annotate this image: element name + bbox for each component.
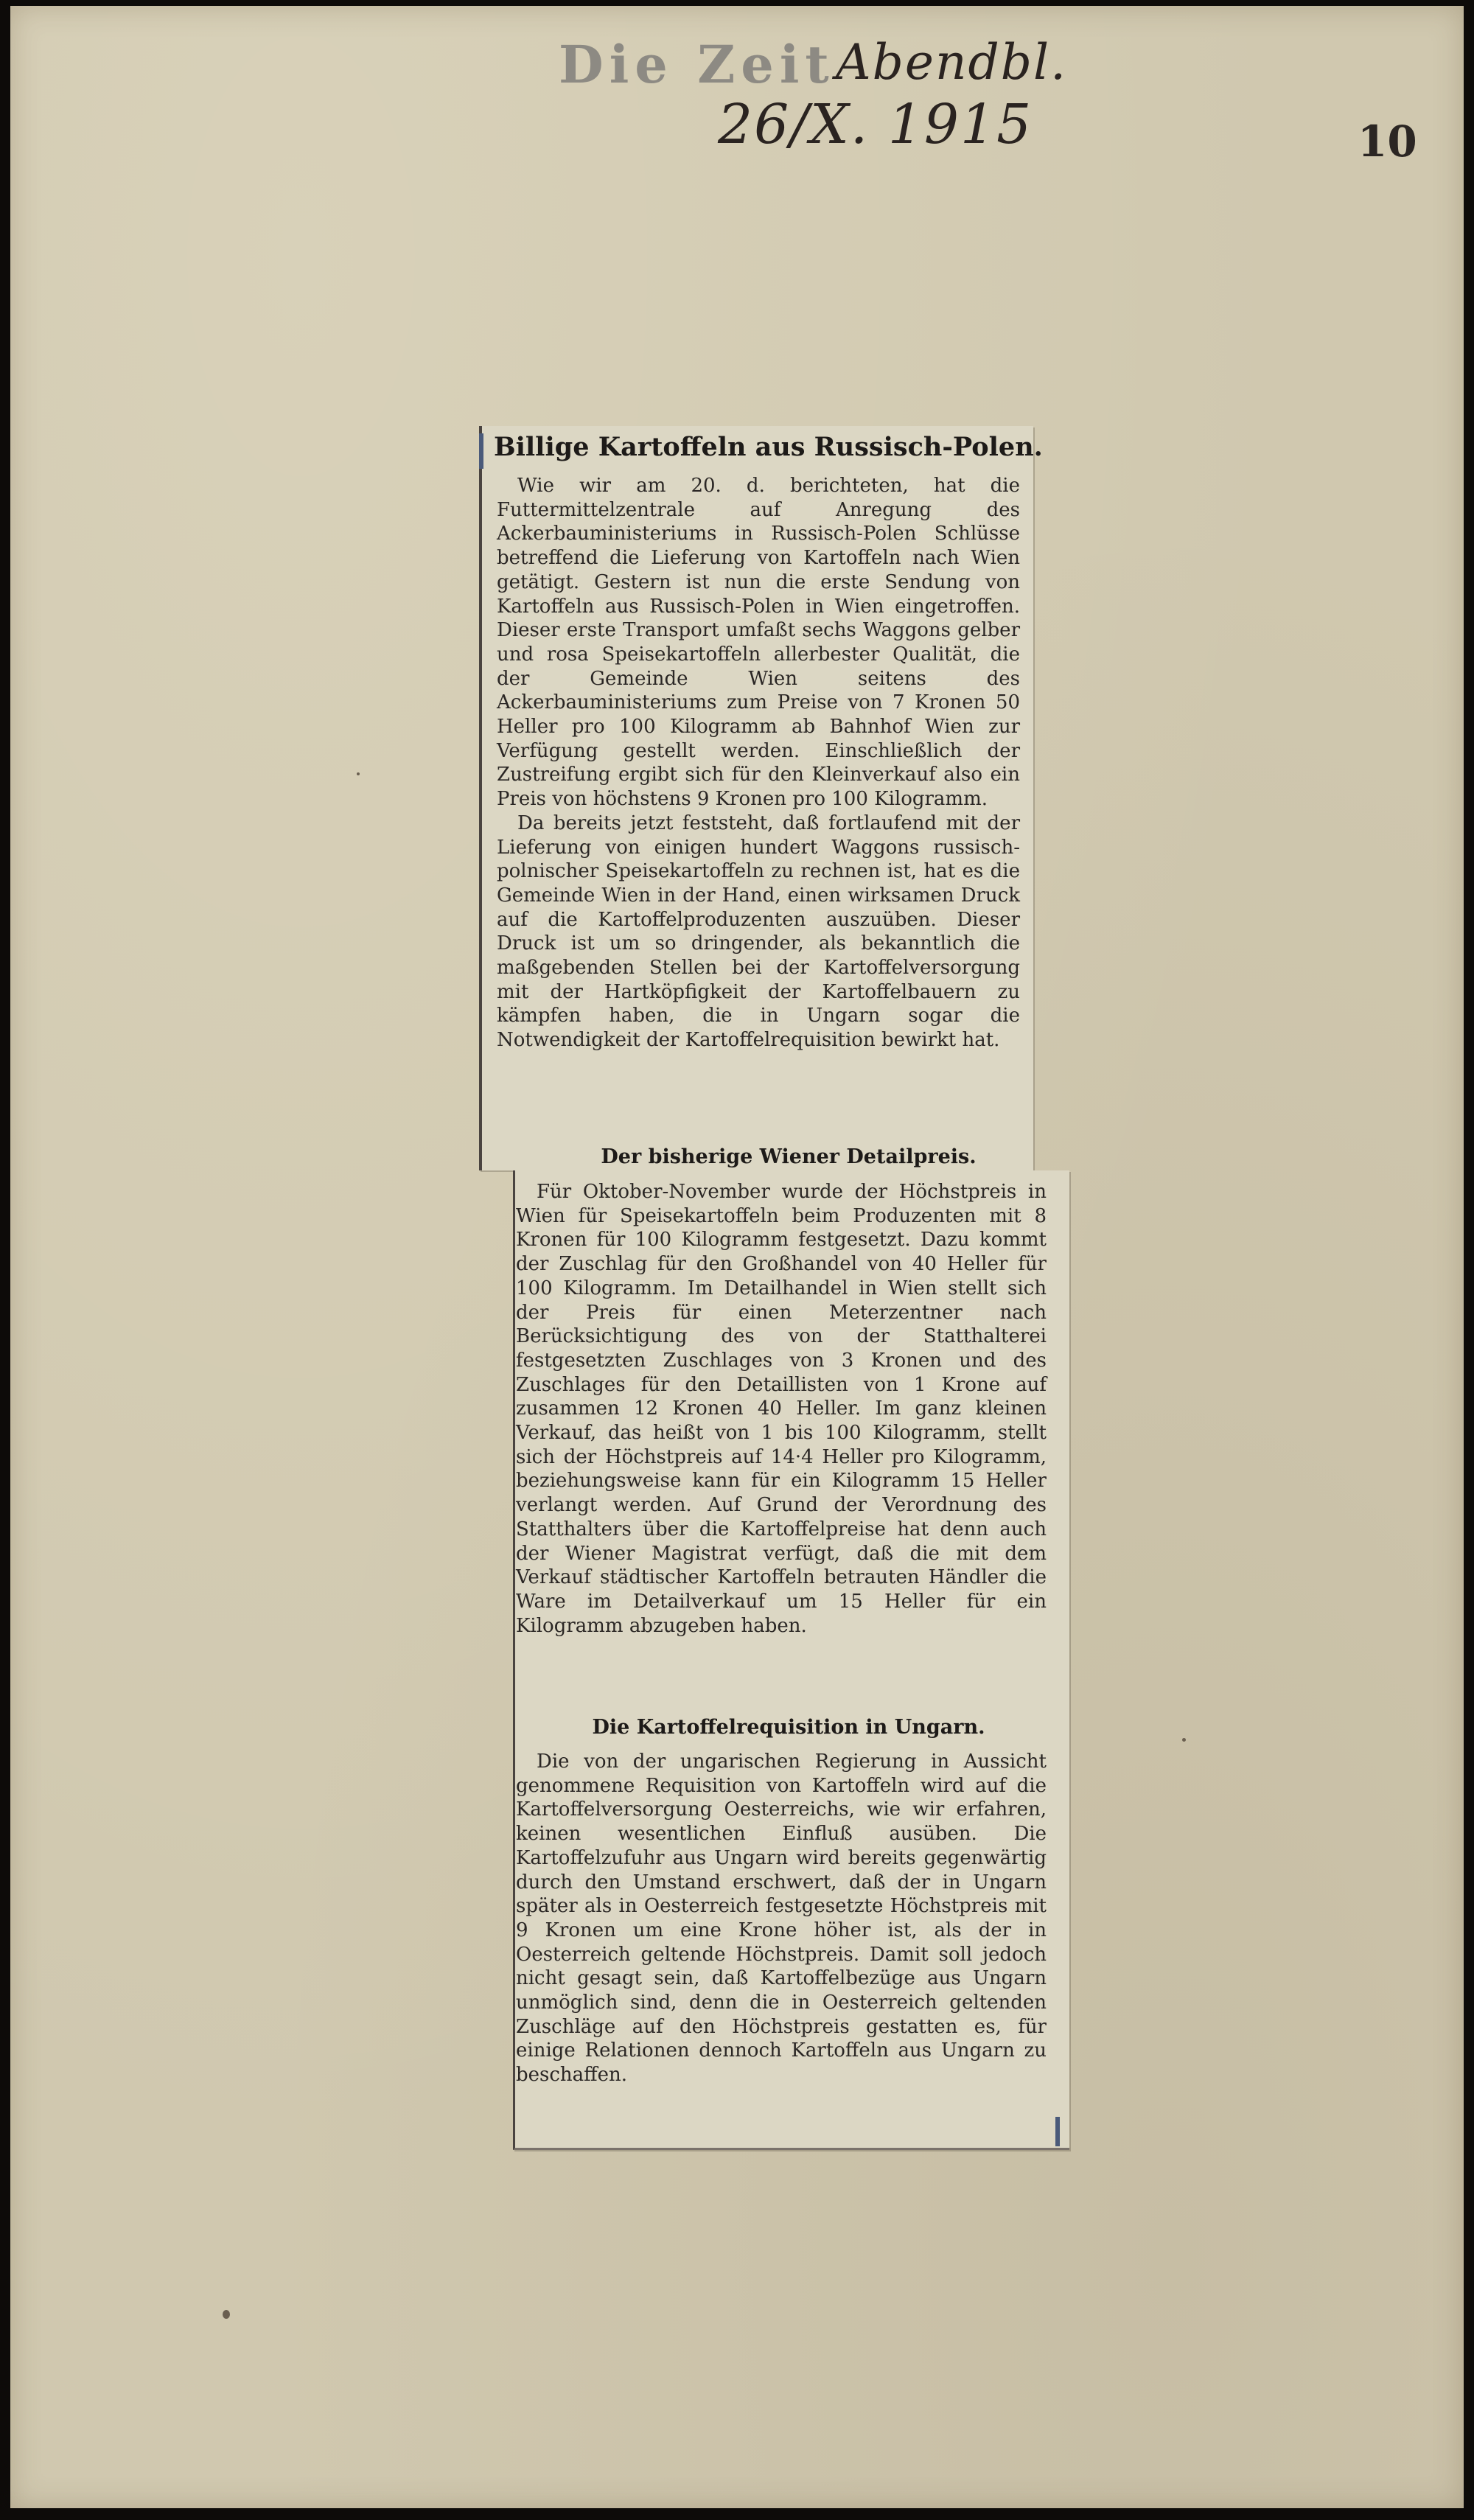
clipping-edge-mark-top (479, 433, 483, 469)
archive-sheet (10, 6, 1464, 2508)
paper-speck (223, 2310, 230, 2319)
page-number: 10 (1358, 116, 1417, 167)
article-headline: Billige Kartoffeln aus Russisch-Polen. (494, 432, 1043, 462)
clipping-edge-mark-bottom (1055, 2117, 1060, 2146)
article-paragraph: Die von der ungarischen Regierung in Aussicht genommene Requisition von Kartoffeln wird auf die Kartoffelversorgung Oesterreichs, wie wir erfahren, keinen wesentlichen Einfluß ausüben. Die Kartoffelzufuhr aus Ungarn wird bereits gegenwärtig durch den Umstand erschwert, daß der in Ungarn später als in Oesterreich festgesetzte Höchstpreis mit 9 Kronen um eine Krone höher ist, als der in Oesterreich geltende Höchstpreis. Damit soll jedoch nicht gesagt sein, daß Kartoffelbezüge aus Ungarn unmöglich sind, denn die in Oesterreich geltenden Zuschläge auf den Höchstpreis gestatten es, für einige Relationen dennoch Kartoffeln aus Ungarn zu beschaffen. (516, 1751, 1047, 2087)
article-paragraph: Wie wir am 20. d. berichteten, hat die Futtermittelzentrale auf Anregung des Ackerbauministeriums in Russisch-Polen Schlüsse betreffend die Lieferung von Kartoffeln nach Wien getätigt. Gestern ist nun die erste Sendung von Kartoffeln aus Russisch-Polen in Wien eingetroffen. Dieser erste Transport umfaßt sechs Waggons gelber und rosa Speisekartoffeln allerbester Qualität, die der Gemeinde Wien seitens des Ackerbauministeriums zum Preise von 7 Kronen 50 Heller pro 100 Kilogramm ab Bahnhof Wien zur Verfügung gestellt werden. Einschließlich der Zustreifung ergibt sich für den Kleinverkauf also ein Preis von höchstens 9 Kronen pro 100 Kilogramm. (497, 475, 1020, 811)
article-subheading: Die Kartoffelrequisition in Ungarn. (592, 1716, 985, 1739)
article-paragraph: Für Oktober-November wurde der Höchstpreis in Wien für Speisekartoffeln beim Produzenten mit 8 Kronen für 100 Kilogramm festgesetzt. Dazu kommt der Zuschlag für den Großhandel von 40 Heller für 100 Kilogramm. Im Detailhandel in Wien stellt sich der Preis für einen Meterzentner nach Berücksichtigung des von der Statthalterei festgesetzten Zuschlages von 3 Kronen und des Zuschlages für den Detaillisten von 1 Krone auf zusammen 12 Kronen 40 Heller. Im ganz kleinen Verkauf, das heißt von 1 bis 100 Kilogramm, stellt sich der Höchstpreis auf 14·4 Heller pro Kilogramm, beziehungsweise kann für ein Kilogramm 15 Heller verlangt werden. Auf Grund der Verordnung des Statthalters über die Kartoffelpreise hat denn auch der Wiener Magistrat verfügt, daß die mit dem Verkauf städtischer Kartoffeln betrauten Händler die Ware im Detailverkauf um 15 Heller für ein Kilogramm abzugeben haben. (516, 1181, 1047, 1637)
article-subheading: Der bisherige Wiener Detailpreis. (601, 1145, 977, 1168)
article-paragraph: Da bereits jetzt feststeht, daß fortlaufend mit der Lieferung von einigen hundert Waggons russisch-polnischer Speisekartoffeln zu rechnen ist, hat es die Gemeinde Wien in der Hand, einen wirksamen Druck auf die Kartoffelproduzenten auszuüben. Dieser Druck ist um so dringender, als bekanntlich die maßgebenden Stellen bei der Kartoffelversorgung mit der Hartköpfigkeit der Kartoffelbauern zu kämpfen haben, die in Ungarn sogar die Notwendigkeit der Kartoffelrequisition bewirkt hat. (497, 812, 1020, 1052)
newspaper-stamp: Die Zeit (559, 34, 835, 95)
paper-speck (357, 772, 360, 775)
handwritten-date: 26/X. 1915 (718, 93, 1033, 156)
article-section-2 (516, 1180, 1047, 1638)
article-section-1 (497, 474, 1020, 1053)
handwritten-edition-note: Abendbl. (836, 34, 1068, 91)
paper-speck (1182, 1738, 1186, 1742)
article-section-3 (516, 1750, 1047, 2087)
